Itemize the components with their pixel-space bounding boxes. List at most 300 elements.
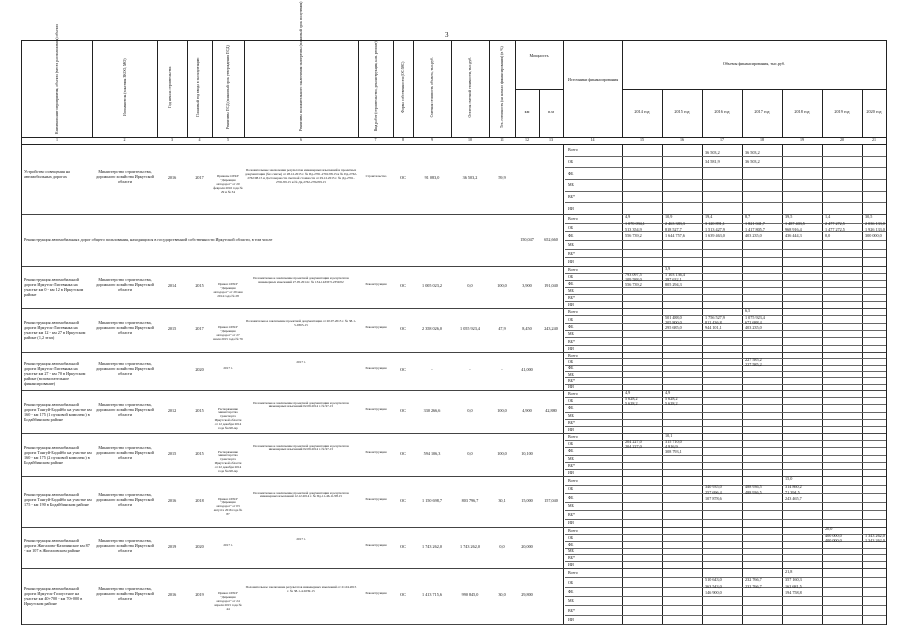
- value-cell: 10,9: [665, 214, 673, 220]
- value-cell: 793 097,5: [625, 272, 642, 278]
- value-cell: 501 488,0: [665, 314, 682, 320]
- row-name: Реконструкция автомобильной дороги Тангуй-Бодайбо на участке км 175 - км 190 в Бодайбинском районе: [24, 491, 92, 507]
- value-cell: 805 294,3: [665, 281, 682, 287]
- table-row: [22, 476, 886, 528]
- row-work: Реконструкция: [365, 325, 387, 329]
- source-label: МБ: [568, 503, 574, 509]
- row-own: ОС: [400, 592, 406, 597]
- source-label: МБ: [568, 182, 574, 188]
- row-end: 2015: [195, 450, 204, 456]
- source-label: ФБ: [568, 494, 574, 500]
- table-row: [22, 390, 886, 434]
- value-cell: 6,5: [745, 307, 751, 313]
- row-work: Реконструкция: [365, 542, 387, 547]
- colnum: 14: [590, 137, 595, 142]
- colnum: 2: [123, 137, 126, 142]
- value-cell: 513 354,9: [625, 226, 642, 232]
- source-label: ИИ: [568, 426, 574, 432]
- row-rest: 1 743 262,0: [460, 543, 480, 549]
- hdr-year-2017: 2017 год: [754, 109, 770, 114]
- value-cell: 162 681,5: [785, 583, 802, 589]
- source-label: ИИ: [568, 469, 574, 475]
- colnum: 21: [872, 137, 876, 142]
- value-cell: 556 739,2: [625, 281, 642, 287]
- source-label: ФБ: [568, 588, 574, 594]
- hdr-year-2015: 2015 год: [674, 109, 690, 114]
- row-rest: -: [469, 367, 471, 372]
- row-work: Реконструкция: [365, 406, 387, 411]
- row-km: 150,047: [520, 237, 534, 242]
- hdr-year-2019: 2019 год: [834, 109, 850, 114]
- row-end: 2015: [195, 283, 204, 288]
- source-label: МБ: [568, 598, 574, 604]
- source-label: ОБ: [568, 398, 574, 404]
- row-cost: 1 743 262,0: [422, 543, 442, 549]
- row-work: Реконструкция: [365, 282, 387, 286]
- table-row: [22, 308, 886, 353]
- value-cell: 1 477 272,5: [825, 226, 845, 232]
- source-label: ВБ*: [568, 194, 575, 199]
- row-psd: Приказ ОГКУ "Дирекция автодорог" от 27 июля 2015 года № 76: [213, 325, 243, 341]
- row-start: 2016: [167, 592, 177, 597]
- source-label: ИИ: [568, 302, 574, 307]
- row-rest: 803 796,7: [461, 497, 479, 503]
- row-ready: 59,9: [498, 175, 506, 180]
- source-label: Всего: [568, 391, 578, 397]
- value-cell: 1 343 262,0: [865, 537, 885, 543]
- source-label: ОБ: [568, 224, 574, 230]
- value-cell: 5 628,2: [665, 401, 678, 407]
- row-own: ОС: [400, 450, 406, 456]
- hdr-power: Мощность: [529, 53, 549, 58]
- row-ready: 30,0: [498, 592, 506, 597]
- source-label: ВБ*: [568, 555, 575, 561]
- source-label: ФБ: [568, 405, 574, 411]
- row-name: Реконструкция автомобильной дороги Тангуй-Бодайбо на участке км 160 - км 175 (2 пусковой комплекс) в Бодайбинском районе: [24, 444, 92, 465]
- hdr-col11: Тех. готовность (на начало финансирования) (в %): [499, 46, 504, 129]
- hdr-pm: п.м: [548, 109, 554, 114]
- table-header: [21, 1, 887, 138]
- hdr-col9: Сметная стоимость объекта, тыс.руб.: [429, 57, 434, 118]
- row-ready: 47,9: [498, 326, 506, 331]
- row-pm: 191,040: [544, 283, 558, 288]
- value-cell: 2 477 272,5: [825, 221, 845, 227]
- row-name: Устройство освещения на автомобильных дорогах: [24, 169, 70, 179]
- source-label: ОБ: [568, 359, 574, 364]
- row-cost: 330 266,6: [423, 407, 441, 413]
- source-label: ВБ*: [568, 419, 575, 425]
- row-pm: 652,660: [544, 237, 558, 242]
- hdr-col6: Реквизиты положительного заключения экспертизы (плановый срок получения): [298, 1, 303, 132]
- row-rest: 36 503,2: [462, 175, 478, 180]
- source-label: Всего: [568, 477, 578, 483]
- row-cost: 594 106,3: [423, 450, 441, 456]
- row-expert: Положительное заключение результатов инженерных изысканий от 21.04.2015 г. № 38-1-4-0239-15: [245, 585, 357, 593]
- value-cell: 1 343 262,0: [865, 532, 885, 538]
- value-cell: 295 685,0: [665, 324, 682, 330]
- hdr-volumes: Объемы финансирования, тыс.руб.: [722, 61, 786, 66]
- table-row: [22, 266, 886, 309]
- value-cell: 2 463 383,3: [665, 221, 685, 227]
- value-cell: 36 503,2: [705, 150, 720, 156]
- row-psd: 2017 г.: [223, 366, 233, 370]
- value-cell: 8,7: [745, 214, 751, 220]
- value-cell: 30,5: [865, 214, 873, 220]
- row-name: Реконструкция автомобильной дороги Жигалово-Казачинское км 87 - км 107 в Жигаловском районе: [24, 537, 90, 553]
- value-cell: 194 758,8: [785, 590, 802, 596]
- value-cell: 818 527,7: [665, 226, 682, 232]
- row-expert: 2017 г.: [296, 536, 306, 541]
- value-cell: 1 513 427,9: [705, 226, 725, 232]
- value-cell: 71 394,5: [785, 490, 800, 495]
- source-label: МБ: [568, 331, 574, 337]
- row-work: Реконструкция: [365, 591, 387, 595]
- row-own: ОС: [400, 367, 406, 372]
- source-label: Всего: [568, 215, 578, 221]
- row-name: Реконструкция автомобильной дороги Иркутск-Голоустное на участке км 40+700 - км 70+000 в Иркутском районе: [24, 586, 83, 606]
- row-own: ОС: [400, 543, 406, 549]
- row-expert: Положительное заключение проектной документации и результатов инженерных изысканий 12.12.2014 г. № Пд-11-46-11/08.15: [253, 490, 349, 499]
- hdr-km: км: [524, 109, 530, 114]
- source-label: МБ: [568, 241, 574, 247]
- row-end: 2015: [195, 407, 204, 413]
- row-exec: Министерство строительства, дорожного хозяйства Иркутской области: [96, 444, 154, 460]
- row-km: 3,900: [522, 283, 532, 288]
- source-label: ВБ*: [568, 378, 575, 383]
- row-km: 4,900: [522, 407, 532, 413]
- row-expert: Положительное заключение проектной документации и результатов инженерных изысканий 02.09.2014 г. № 97-15: [253, 400, 349, 409]
- row-pm: 243,240: [544, 326, 558, 331]
- value-cell: 21,8: [785, 568, 793, 574]
- row-exec: Министерство строительства, дорожного хозяйства Иркутской области: [96, 491, 154, 507]
- source-label: ФБ: [568, 281, 574, 286]
- value-cell: 3 120 891,1: [705, 221, 725, 227]
- value-cell: 300 000,0: [865, 232, 882, 238]
- value-cell: 39,5: [785, 214, 793, 220]
- value-cell: 10,1: [665, 432, 673, 438]
- source-label: ВБ*: [568, 607, 575, 613]
- colnum: 11: [500, 137, 504, 142]
- row-psd: 2017 г.: [223, 542, 233, 547]
- value-cell: 672 688,4: [745, 319, 762, 325]
- value-cell: 257 696,4: [705, 490, 722, 495]
- value-cell: 556 739,2: [625, 232, 642, 238]
- row-rest: 0,0: [467, 450, 473, 456]
- row-ready: 30,1: [498, 497, 506, 503]
- value-cell: 5 628,2: [665, 396, 678, 402]
- source-label: ВБ*: [568, 462, 575, 468]
- value-cell: 400 000,0: [825, 532, 842, 538]
- row-psd: Распоряжение министерства транспорта Иркутской области от 22 декабря 2014 года №220-мр: [214, 449, 242, 474]
- value-cell: 4,9: [665, 389, 671, 395]
- value-cell: 488 936,5: [745, 490, 762, 495]
- row-km: 15,000: [521, 497, 533, 503]
- value-cell: 4,9: [625, 389, 631, 395]
- row-ready: 100,0: [497, 407, 507, 413]
- source-label: ОБ: [568, 316, 574, 322]
- value-cell: 1 639 463,0: [705, 232, 725, 238]
- source-label: ВБ*: [568, 250, 575, 256]
- row-own: ОС: [400, 407, 406, 413]
- value-cell: 204 227,0: [625, 444, 642, 450]
- colnum: 9: [431, 137, 433, 142]
- value-cell: 5 628,2: [625, 396, 638, 402]
- value-cell: 1 103 136,4: [665, 272, 685, 278]
- hdr-year-2020: 2020 год: [866, 109, 882, 114]
- source-label: МБ: [568, 412, 574, 418]
- row-start: 2015: [167, 450, 177, 456]
- row-exec: Министерство строительства, дорожного хозяйства Иркутской области: [96, 277, 154, 292]
- row-ready: -: [501, 367, 503, 372]
- row-km: 29,800: [521, 592, 533, 597]
- hdr-year-2016: 2016 год: [714, 109, 730, 114]
- value-cell: 968 916,4: [785, 226, 802, 232]
- value-cell: 510 643,0: [705, 577, 722, 583]
- colnum: 18: [760, 137, 764, 142]
- colnum: 17: [720, 137, 724, 142]
- value-cell: 5 628,2: [625, 401, 638, 407]
- colnum: 7: [374, 137, 377, 142]
- source-label: Всего: [568, 434, 578, 440]
- hdr-col10: Остаток сметной стоимости, тыс.руб.: [467, 56, 472, 118]
- table-row: [22, 144, 886, 215]
- row-rest: 990 845,0: [461, 592, 479, 597]
- value-cell: 436 444,3: [785, 232, 802, 238]
- value-cell: 1 075 923,4: [745, 314, 765, 320]
- colnum: 16: [680, 137, 684, 142]
- row-km: 41,000: [521, 367, 533, 372]
- row-name: Реконструкция автомобильных дорог общего пользования, находящихся в государственной собственности Иркутской области, в том числе: [24, 237, 273, 242]
- colnum: 6: [300, 137, 302, 142]
- value-cell: 1 821 041,7: [745, 221, 765, 227]
- row-own: ОС: [400, 497, 406, 503]
- row-name: Реконструкция автомобильной дороги Иркутск-Листвянка на участке км 0 - км 12 в Иркутском районе: [24, 277, 84, 297]
- source-label: МБ: [568, 288, 574, 293]
- source-label: ОБ: [568, 441, 574, 447]
- row-km: 20,000: [521, 543, 533, 549]
- row-exec: Министерство строительства, дорожного хозяйства Иркутской области: [96, 401, 154, 417]
- row-end: 2017: [195, 175, 204, 180]
- table-row: [22, 527, 886, 569]
- value-cell: 403 235,0: [745, 232, 762, 238]
- hdr-col5: Реквизиты ПСД (плановый срок утверждения ПСД): [225, 45, 230, 130]
- row-work: Реконструкция: [365, 449, 387, 454]
- row-name: Реконструкция автомобильной дороги Тангуй-Бодайбо на участке км 160 - км 175 (1 пусковой комплекс) в Бодайбинском районе: [24, 401, 92, 422]
- row-rest: 1 055 923,4: [460, 326, 480, 331]
- colnum: 5: [227, 137, 229, 142]
- row-expert: Положительное заключение проектной документации и результатов инженерных изысканий 02.09.2014 г. № 97-15: [253, 443, 349, 452]
- source-label: ОБ: [568, 486, 574, 492]
- table-row: [22, 214, 886, 267]
- row-exec: Министерство строительства, дорожного хозяйства Иркутской области: [96, 361, 154, 376]
- colnum: 20: [840, 137, 844, 142]
- row-start: 2014: [167, 283, 177, 288]
- value-cell: 3,9: [665, 265, 671, 271]
- source-label: МБ: [568, 455, 574, 461]
- row-psd: Распоряжение министерства транспорта Иркутской области от 12 декабря 2014 года №220-мр: [214, 406, 242, 431]
- row-start: 2016: [167, 175, 177, 180]
- row-psd: Приказ ОГКУ "Дирекция автодорог" от 24 апреля 2015 года № 44: [214, 591, 242, 611]
- value-cell: 1 926 133,0: [865, 226, 885, 232]
- row-start: 2019: [167, 543, 177, 549]
- row-exec: Министерство строительства, дорожного хозяйства Иркутской области: [96, 320, 154, 335]
- row-pm: 157,040: [544, 497, 558, 503]
- source-label: ИИ: [568, 259, 574, 265]
- value-cell: 4,9: [625, 214, 631, 220]
- source-label: МБ: [568, 371, 574, 377]
- value-cell: 0,0: [825, 232, 831, 238]
- value-cell: 232 766,7: [745, 583, 762, 589]
- row-ready: 0,0: [499, 543, 505, 549]
- value-cell: 1 417 805,7: [745, 226, 765, 232]
- hdr-col8: Форма собственности (ОС/МС): [400, 61, 405, 113]
- value-cell: 36 503,2: [745, 150, 760, 156]
- row-ready: 100,0: [497, 450, 507, 456]
- row-cost: -: [431, 367, 433, 372]
- hdr-col2: Исполнитель (заказчик ЗКОО, МО): [122, 58, 127, 116]
- source-label: Всего: [568, 352, 578, 358]
- row-start: 2016: [167, 497, 177, 503]
- value-cell: 109 588,0: [625, 277, 642, 282]
- row-km: 8,450: [522, 326, 532, 331]
- value-cell: 315 710,0: [665, 439, 682, 445]
- source-label: ВБ*: [568, 511, 575, 517]
- source-label: ОБ: [568, 579, 574, 585]
- row-exec: Министерство строительства, дорожного хозяйства Иркутской области: [96, 537, 154, 553]
- value-cell: 340 935,0: [705, 484, 722, 490]
- row-rest: 0,0: [467, 407, 473, 413]
- value-cell: 1 070 094,1: [625, 221, 645, 227]
- source-label: ФБ: [568, 365, 574, 371]
- value-cell: 4 916,9: [665, 444, 678, 450]
- colnum: 4: [198, 137, 201, 142]
- row-psd: Приказ ОГКУ "Дирекция автодорог" от 03 августа 2016 года № 87: [213, 496, 243, 517]
- row-expert: Положительное заключение проектной документации и результатов инженерных изысканий 27.05.2014 г. № 134-14/ИГЭ-2359/02: [253, 276, 349, 284]
- row-cost: 1 005 023,2: [422, 283, 442, 288]
- source-label: Всего: [568, 267, 578, 272]
- row-end: 2020: [195, 543, 204, 549]
- value-cell: 243 465,7: [785, 495, 802, 501]
- source-label: ФБ: [568, 170, 574, 176]
- source-label: ИИ: [568, 520, 574, 526]
- hdr-col7: Вид работ (строительство, реконструкция, кап. ремонт): [373, 41, 378, 132]
- hdr-sources: Источники финансирования: [567, 77, 619, 82]
- row-end: 2019: [195, 592, 204, 597]
- colnum: 8: [402, 137, 404, 142]
- row-km: 10,100: [521, 450, 533, 456]
- value-cell: 1 487 403,5: [785, 221, 805, 227]
- row-psd: Приказ ОГКУ "Дирекция автодорог" от 29 мая 2014 года № 28: [213, 282, 243, 298]
- value-cell: 36 503,2: [745, 158, 760, 164]
- row-cost: 1 150 698,7: [422, 497, 442, 503]
- row-end: 2018: [195, 497, 204, 503]
- source-label: ОБ: [568, 274, 574, 279]
- value-cell: 400 000,0: [825, 537, 842, 543]
- source-label: ФБ: [568, 233, 574, 239]
- value-cell: 34 581,9: [705, 158, 720, 164]
- value-cell: 812 436,8: [705, 319, 722, 325]
- value-cell: 363 543,0: [705, 583, 722, 589]
- value-cell: 297 632,1: [665, 277, 682, 282]
- row-exec: Министерство строительства, дорожного хозяйства Иркутской области: [96, 586, 154, 601]
- source-label: ИИ: [568, 384, 574, 390]
- value-cell: 1 756 527,9: [705, 314, 725, 320]
- row-work: Строительство: [365, 174, 387, 178]
- value-cell: 205 800,0: [665, 319, 682, 325]
- value-cell: 232 766,7: [745, 577, 762, 583]
- colnum: 10: [468, 137, 472, 142]
- value-cell: 357 160,3: [785, 577, 802, 583]
- table-row: [22, 433, 886, 477]
- source-label: ОБ: [568, 159, 574, 164]
- colnum: 3: [171, 137, 173, 142]
- page-number: 3: [445, 31, 449, 39]
- row-own: ОС: [400, 326, 406, 331]
- row-exec: Министерство строительства, дорожного хозяйства Иркутской области: [96, 169, 154, 184]
- source-label: ИИ: [568, 616, 574, 622]
- value-cell: 1 644 757,6: [665, 232, 685, 238]
- colnum: 12: [525, 137, 529, 142]
- hdr-col3: Год начала строительства: [167, 66, 172, 108]
- row-psd: Приказы ОГКУ "Дирекция автодорог" от 20 февраля 2016 года № 29 и № 34: [213, 174, 243, 194]
- source-label: Всего: [568, 527, 578, 533]
- colnum: 13: [549, 137, 553, 142]
- source-label: МБ: [568, 548, 574, 554]
- value-cell: 146 900,0: [705, 590, 722, 596]
- colnum: 15: [640, 137, 644, 142]
- table-row: [22, 568, 886, 625]
- row-name: Реконструкция автомобильной дороги Иркутск-Листвянка на участке км 27 - км 70 в Иркутском районе (вспомогательное финансирование): [24, 361, 86, 386]
- row-cost: 2 358 026,0: [422, 326, 442, 331]
- source-label: ИИ: [568, 205, 574, 211]
- value-cell: 19,4: [705, 214, 713, 220]
- table-body: [21, 144, 887, 625]
- row-start: 2012: [167, 407, 177, 413]
- value-cell: 1,4: [825, 214, 831, 220]
- row-expert: Положительное заключение проектной документации от 20.07.2015 г. № 38-1-5-0365-15: [245, 319, 357, 327]
- hdr-year-2018: 2018 год: [794, 109, 810, 114]
- row-rest: 0,0: [467, 283, 473, 288]
- value-cell: 15,0: [785, 476, 793, 482]
- value-cell: 227 585,2: [745, 361, 762, 367]
- value-cell: 2 036 133,0: [865, 221, 885, 227]
- row-ready: 100,0: [497, 283, 507, 288]
- row-end: 2017: [195, 326, 204, 331]
- row-cost: 91 083,0: [424, 175, 440, 180]
- row-start: 2015: [167, 326, 177, 331]
- source-label: ФБ: [568, 541, 574, 547]
- value-cell: 314 860,2: [785, 484, 802, 490]
- source-label: ИИ: [568, 562, 574, 568]
- source-label: ВБ*: [568, 338, 575, 344]
- source-label: ФБ: [568, 323, 574, 329]
- row-cost: 1 413 715,6: [422, 592, 442, 597]
- value-cell: 403 235,0: [745, 324, 762, 330]
- source-label: ФБ: [568, 448, 574, 454]
- row-pm: 42,880: [545, 407, 557, 413]
- value-cell: 107 878,6: [705, 495, 722, 501]
- value-cell: 308 793,1: [665, 449, 682, 455]
- colnum: 1: [56, 137, 58, 142]
- row-expert: 2017 г.: [296, 360, 306, 364]
- row-work: Реконструкция: [365, 366, 387, 370]
- value-cell: 20,0: [825, 526, 833, 532]
- source-label: Всего: [568, 147, 578, 153]
- row-own: ОС: [400, 283, 406, 288]
- row-name: Реконструкция автомобильной дороги Иркутск-Листвянка на участке км 12 - км 27 в Иркутском районе (1,2 этап): [24, 320, 86, 340]
- row-end: 2020: [195, 367, 204, 372]
- source-label: ВБ*: [568, 295, 575, 300]
